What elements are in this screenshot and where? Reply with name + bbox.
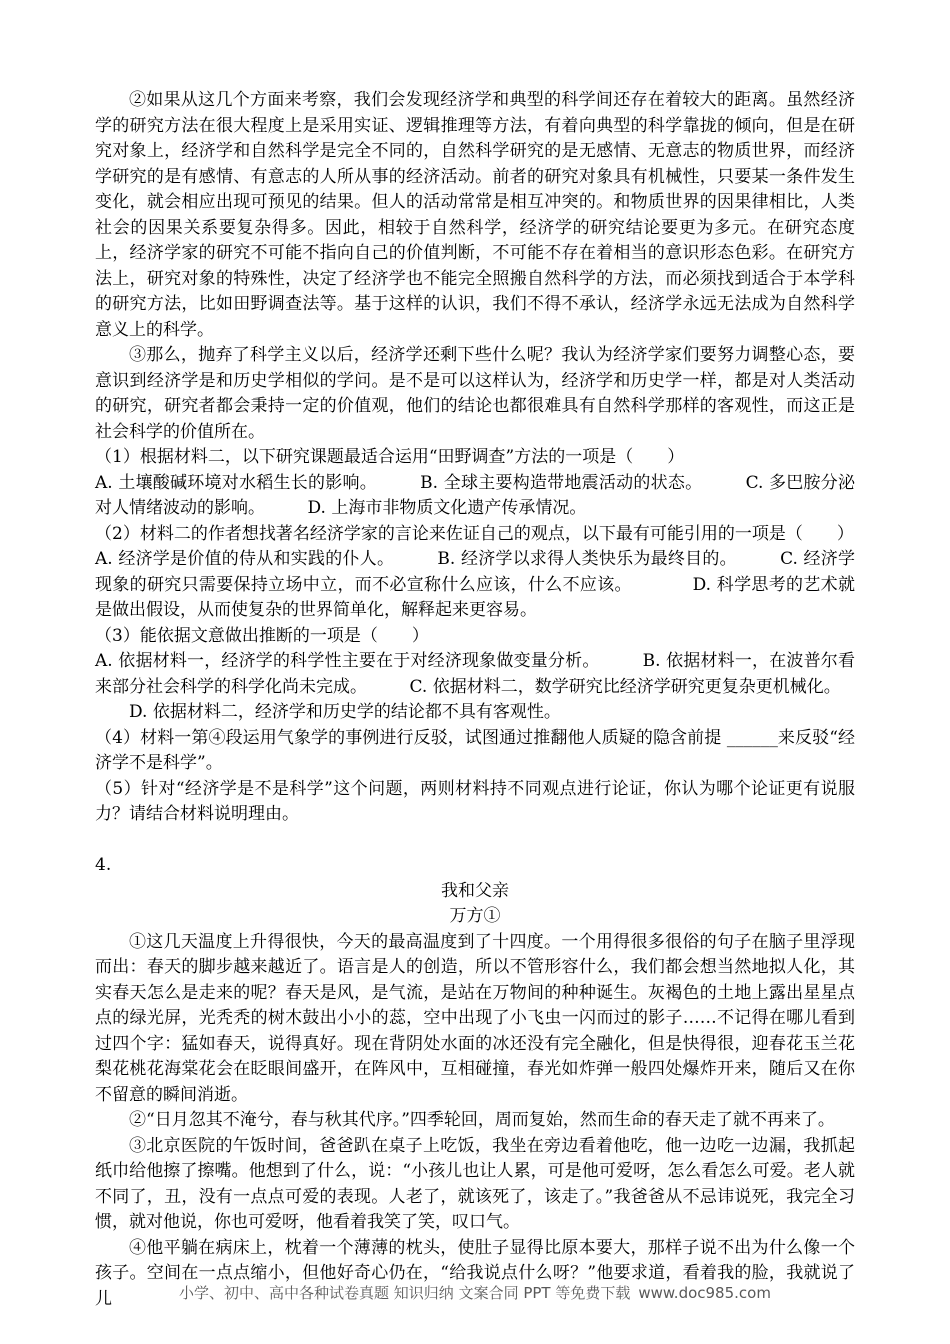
question-3-option-d: D. 依据材料二，经济学和历史学的结论都不具有客观性。 [95,702,561,722]
essay-title: 我和父亲 [441,880,509,901]
footer-text: 小学、初中、高中各种试卷真题 知识归纳 文案合同 PPT 等免费下载 [179,1284,631,1302]
question-4-stem: （4）材料一第④段运用气象学的事例进行反驳，试图通过推翻他人质疑的隐含前提 ______来反驳“经济学不是科学”。 [95,727,855,773]
question-3-stem: （3）能依据文意做出推断的一项是（ ） [95,625,429,646]
question-2-options: A. 经济学是价值的侍从和实践的仆人。 B. 经济学以求得人类快乐为最终目的。 C. 经济学现象的研究只需要保持立场中立，而不必宣称什么应该，什么不应该。 D. 科学思考的艺术就是做出假设，从而使复杂的世界简单化，解释起来更容易。 [95,549,855,620]
section-number: 4. [95,855,112,875]
essay-paragraph-3: ③北京医院的午饭时间，爸爸趴在桌子上吃饭，我坐在旁边看着他吃，他一边吃一边漏，我抓起纸巾给他擦了擦嘴。他想到了什么，说：“小孩儿也让人累，可是他可爱呀，怎么看怎么可爱。老人就不同了，丑，没有一点点可爱的表现。人老了，就该死了，该走了。”我爸爸从不忌讳说死，我完全习惯，就对他说，你也可爱呀，他看着我笑了笑，叹口气。 [95,1135,855,1232]
essay-author: 万方① [449,906,501,926]
footer-site-link[interactable]: www.doc985.com [638,1284,771,1302]
material-paragraph-2: ②如果从这几个方面来考察，我们会发现经济学和典型的科学间还存在着较大的距离。虽然经济学的研究方法在很大程度上是采用实证、逻辑推理等方法，有着向典型的科学靠拢的倾向，但是在研究对象上，经济学和自然科学是完全不同的，自然科学研究的是无感情、无意志的物质世界，而经济学研究的是有感情、有意志的人所从事的经济活动。前者的研究对象具有机械性，只要某一条件发生变化，就会相应出现可预见的结果。但人的活动常常是相互冲突的。和物质世界的因果律相比，人类社会的因果关系要复杂得多。因此，相较于自然科学，经济学的研究结论要更为多元。在研究态度上，经济学家的研究不可能不指向自己的价值判断，不可能不存在着相当的意识形态色彩。在研究方法上，研究对象的特殊性，决定了经济学也不能完全照搬自然科学的方法，而必须找到适合于本学科的研究方法，比如田野调查法等。基于这样的认识，我们不得不承认，经济学永远无法成为自然科学意义上的科学。 [95,90,855,340]
essay-paragraph-1: ①这几天温度上升得很快，今天的最高温度到了十四度。一个用得很多很俗的句子在脑子里浮现而出：春天的脚步越来越近了。语言是人的创造，所以不管形容什么，我们都会想当然地拟人化，其实春天怎么是走来的呢？春天是风，是气流，是站在万物间的种种诞生。灰褐色的土地上露出星星点点的绿光屏，光秃秃的树木鼓出小小的蕊，空中出现了小飞虫一闪而过的影子……不记得在哪儿看到过四个字：猛如春天，说得真好。现在背阴处水面的冰还没有完全融化，但是快得很，迎春花玉兰花梨花桃花海棠花会在眨眼间盛开，在阵风中，互相碰撞，春光如炸弹一般四处爆炸开来，随后又在你不留意的瞬间消逝。 [95,931,855,1105]
essay-paragraph-2: ②“日月忽其不淹兮，春与秋其代序。”四季轮回，周而复始，然而生命的春天走了就不再来了。 [129,1110,835,1130]
document-content [95,88,855,1312]
essay-paragraph-4: ④他平躺在病床上，枕着一个薄薄的枕头，使肚子显得比原本要大，那样子说不出为什么像一个孩子。空间在一点点缩小，但他好奇心仍在，“给我说点什么呀？”他要求道，看着我的脸，我就说了儿 [95,1237,855,1309]
question-1-options: A. 土壤酸碱环境对水稻生长的影响。 B. 全球主要构造带地震活动的状态。 C. 多巴胺分泌对人情绪波动的影响。 D. 上海市非物质文化遗产传承情况。 [95,472,855,518]
page-footer [0,1282,950,1304]
question-5-stem: （5）针对“经济学是不是科学”这个问题，两则材料持不同观点进行论证，你认为哪个论证更有说服力？请结合材料说明理由。 [95,778,855,824]
question-3-options-abc: A. 依据材料一，经济学的科学性主要在于对经济现象做变量分析。 B. 依据材料一，在波普尔看来部分社会科学的科学化尚未完成。 C. 依据材料二，数学研究比经济学研究更复杂更机械化。 [95,651,855,697]
material-paragraph-3: ③那么，抛弃了科学主义以后，经济学还剩下些什么呢？我认为经济学家们要努力调整心态，要意识到经济学是和历史学相似的学问。是不是可以这样认为，经济学和历史学一样，都是对人类活动的研究，研究者都会秉持一定的价值观，他们的结论也都很难具有自然科学那样的客观性，而这正是社会科学的价值所在。 [95,345,855,442]
question-2-stem: （2）材料二的作者想找著名经济学家的言论来佐证自己的观点，以下最有可能引用的一项是（ ） [95,523,854,544]
question-1-stem: （1）根据材料二，以下研究课题最适合运用“田野调查”方法的一项是（ ） [95,447,685,467]
blank-line [95,828,855,854]
